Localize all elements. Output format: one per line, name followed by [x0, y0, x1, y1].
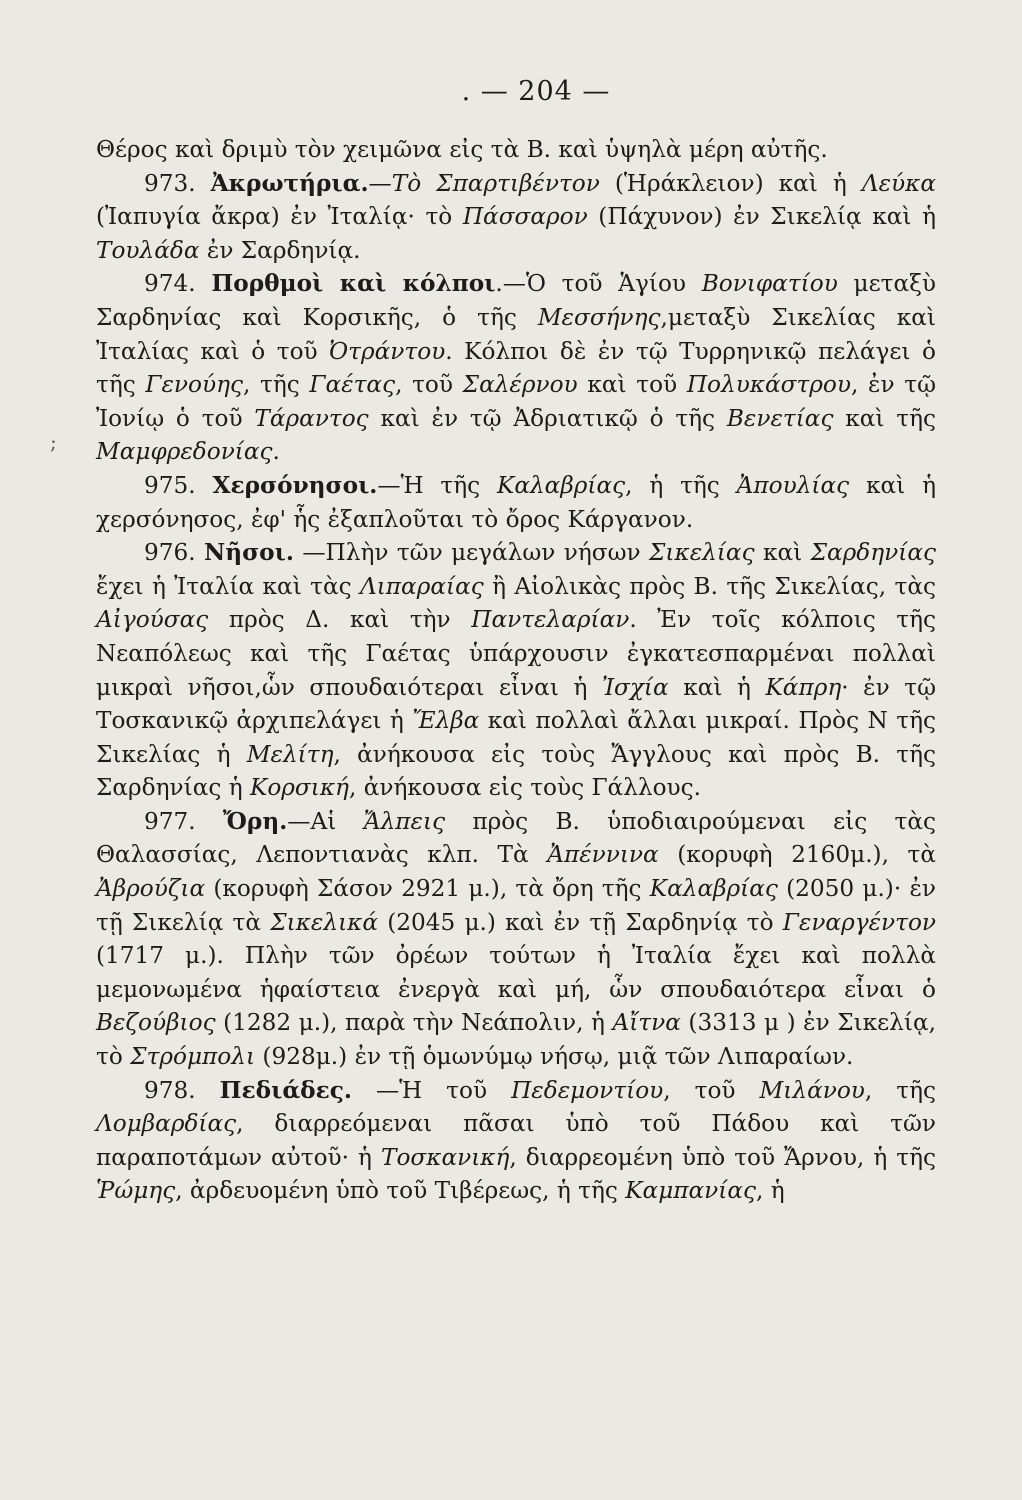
section-heading: Πορθμοὶ καὶ κόλποι [211, 270, 496, 298]
text-run: (Ἡράκλειον) καὶ ἡ [599, 169, 862, 197]
text-run: 975. [144, 471, 213, 499]
italic-term: Ἀπέννινα [547, 841, 659, 869]
text-run: , ἐν τῷ Ἰονίῳ ὁ τοῦ [96, 371, 936, 432]
text-run: καὶ τῆς [833, 404, 936, 432]
italic-term: Καλαβρίας [649, 875, 778, 903]
page-number: . — 204 — [461, 76, 611, 107]
italic-term: Σικελίας [649, 539, 755, 567]
italic-term: Σαρδηνίας [810, 539, 936, 567]
italic-term: Τὸ Σπαρτιβέντον [391, 169, 600, 197]
text-run: . [272, 438, 280, 466]
text-run: .—Ὁ τοῦ Ἁγίου [495, 270, 702, 298]
text-run: , ἀρδευομένη ὑπὸ τοῦ Τιβέρεως, ἡ τῆς [175, 1177, 626, 1205]
text-run: — [368, 169, 392, 197]
text-run: . Ἐν τοῖς κόλποις τῆς Νεαπόλεως καὶ τῆς Γαέτας ὑπάρχουσιν ἐγκατεσπαρμέναι πολλαὶ μικραὶ νῆσοι,ὧν σπουδαιότεραι εἶναι ἡ [96, 606, 936, 701]
text-run: , ἀνήκουσα εἰς τοὺς Γάλλους. [348, 774, 702, 802]
paragraph [96, 167, 936, 268]
text-run: ,μεταξὺ Σικελίας καὶ Ἰταλίας καὶ ὁ τοῦ [96, 303, 936, 365]
text-run: ἐν Σαρδηνίᾳ. [199, 236, 361, 264]
text-run: —Ἡ τοῦ [351, 1076, 512, 1104]
italic-term: Παντελαρίαν [471, 606, 630, 634]
italic-term: Βονιφατίου [701, 270, 838, 298]
paragraph [96, 133, 936, 167]
section-heading: Χερσόνησοι. [212, 471, 378, 499]
text-run: (2050 μ.)· ἐν τῇ Σικελίᾳ τὰ [96, 875, 936, 936]
text-run: (κορυφὴ 2160μ.), τὰ [658, 841, 936, 869]
italic-term: Πάσσαρον [462, 203, 588, 231]
paragraph [96, 469, 936, 536]
text-run: , διαρρεόμεναι πᾶσαι ὑπὸ τοῦ Πάδου καὶ τῶν παραποτάμων αὐτοῦ· ἡ [96, 1110, 936, 1171]
italic-term: Κάπρη [765, 673, 842, 701]
margin-mark: ; [50, 430, 57, 454]
body-text [96, 133, 936, 1208]
text-run: (Ἰαπυγία ἄκρα) ἐν Ἰταλίᾳ· τὸ [96, 203, 463, 231]
text-run: (Πάχυνον) ἐν Σικελίᾳ καὶ ἡ [587, 203, 936, 231]
text-run: —Ἡ τῆς [377, 471, 497, 499]
text-run: —Αἱ [287, 807, 364, 835]
italic-term: Γεναργέντον [782, 908, 936, 936]
italic-term: Ἄλπεις [363, 807, 446, 835]
italic-term: Ἀπουλίας [736, 471, 850, 499]
text-run: πρὸς Δ. καὶ τὴν [208, 606, 472, 634]
italic-term: Λιπαραίας [359, 572, 484, 600]
text-run: . Κόλποι δὲ ἐν τῷ Τυρρηνικῷ πελάγει ὁ τῆς [96, 337, 936, 399]
italic-term: Γενούης [145, 371, 243, 399]
italic-term: Γαέτας [309, 371, 396, 399]
italic-term: Καμπανίας [625, 1177, 756, 1205]
italic-term: Μεσσήνης [537, 303, 661, 331]
text-run: Θέρος καὶ δριμὺ τὸν χειμῶνα εἰς τὰ Β. καὶ ὑψηλὰ μέρη αὐτῆς. [96, 136, 828, 163]
text-run: ἢ Αἰολικὰς πρὸς Β. τῆς Σικελίας, τὰς [483, 572, 936, 600]
italic-term: Καλαβρίας [497, 471, 626, 499]
italic-term: Λεύκα [861, 169, 936, 197]
text-run: (κορυφὴ Σάσον 2921 μ.), τὰ ὄρη τῆς [205, 875, 650, 903]
text-run: 978. [144, 1076, 220, 1104]
italic-term: Ὀτράντου [329, 337, 446, 365]
text-run: , ἀνήκουσα εἰς τοὺς Ἄγγλους καὶ πρὸς Β. τῆς Σαρδηνίας ἡ [96, 740, 936, 802]
italic-term: Μελίτη [246, 740, 334, 768]
text-run: καὶ [754, 539, 811, 567]
text-run: πρὸς Β. ὑποδιαιρούμεναι εἰς τὰς Θαλασσίας, Λεποντιανὰς κλπ. Τὰ [96, 807, 936, 869]
text-run: (2045 μ.) καὶ ἐν τῇ Σαρδηνίᾳ τὸ [378, 908, 783, 936]
text-run: , ἡ [756, 1177, 785, 1205]
text-run: , τῆς [864, 1076, 936, 1104]
italic-term: Σικελικά [270, 908, 379, 936]
text-run: , τοῦ [395, 371, 463, 399]
section-heading: Ὄρη. [222, 807, 288, 835]
italic-term: Τοσκανική [380, 1143, 510, 1171]
text-run: καὶ ἡ [668, 673, 766, 701]
paragraph [96, 536, 936, 805]
text-run: , ἡ τῆς [625, 471, 737, 499]
section-heading: Νῆσοι. [204, 539, 294, 567]
italic-term: Τουλάδα [96, 236, 200, 264]
text-run: ἔχει ἡ Ἰταλία καὶ τὰς [96, 572, 360, 600]
italic-term: Μιλάνου [759, 1076, 865, 1104]
text-run: · ἐν τῷ Τοσκανικῷ ἀρχιπελάγει ἡ [96, 673, 936, 735]
section-heading: Πεδιάδες. [219, 1076, 352, 1104]
italic-term: Ῥώμης [96, 1177, 176, 1205]
paragraph [96, 805, 936, 1074]
text-run: , διαρρεομένη ὑπὸ τοῦ Ἄρνου, ἡ τῆς [509, 1143, 936, 1171]
text-run: 976. [144, 539, 205, 567]
text-run: καὶ ἐν τῷ Ἀδριατικῷ ὁ τῆς [368, 404, 727, 432]
text-run: καὶ ἡ χερσόνησος, ἐφ' ἧς ἐξαπλοῦται τὸ ὄρος Κάργανον. [96, 471, 936, 533]
text-run: (1717 μ.). Πλὴν τῶν ὀρέων τούτων ἡ Ἰταλία ἔχει καὶ πολλὰ μεμονωμένα ἡφαίστεια ἐνεργὰ καὶ μή, ὧν σπουδαιότερα εἶναι ὁ [96, 942, 936, 1003]
italic-term: Ἀβρούζια [96, 875, 206, 903]
italic-term: Βεζούβιος [96, 1009, 216, 1037]
text-run: , τῆς [242, 371, 310, 399]
italic-term: Βενετίας [726, 404, 834, 432]
italic-term: Ἰσχία [601, 673, 669, 701]
italic-term: Σαλέρνου [462, 371, 578, 399]
text-run: μεταξὺ Σαρδηνίας καὶ Κορσικῆς, ὁ τῆς [96, 270, 936, 331]
paragraph [96, 267, 936, 469]
italic-term: Αἰγούσας [96, 606, 209, 634]
italic-term: Ἔλβα [412, 707, 480, 735]
italic-term: Τάραντος [254, 404, 369, 432]
italic-term: Κορσική [250, 774, 349, 802]
italic-term: Πεδεμοντίου [511, 1076, 664, 1104]
italic-term: Λομβαρδίας [96, 1110, 237, 1138]
paragraph [96, 1074, 936, 1208]
text-run: (1282 μ.), παρὰ τὴν Νεάπολιν, ἡ [215, 1009, 613, 1037]
italic-term: Μαμφρεδονίας [96, 438, 273, 466]
italic-term: Αἴτνα [612, 1009, 681, 1037]
italic-term: Στρόμπολι [130, 1043, 256, 1071]
text-run: 973. [144, 169, 211, 197]
section-heading: Ἀκρωτήρια. [210, 169, 369, 197]
text-run: καὶ πολλαὶ ἄλλαι μικραί. Πρὸς Ν τῆς Σικελίας ἡ [96, 707, 936, 768]
text-run: (3313 μ ) ἐν Σικελίᾳ, τὸ [96, 1009, 937, 1071]
text-run: —Πλὴν τῶν μεγάλων νήσων [293, 539, 649, 567]
text-run: 977. [144, 807, 223, 835]
text-run: 974. [144, 270, 212, 298]
italic-term: Πολυκάστρου [686, 371, 851, 399]
text-run: καὶ τοῦ [577, 371, 687, 399]
text-run: (928μ.) ἐν τῇ ὁμωνύμῳ νήσῳ, μιᾷ τῶν Λιπαραίων. [255, 1043, 854, 1071]
text-run: , τοῦ [663, 1076, 760, 1104]
